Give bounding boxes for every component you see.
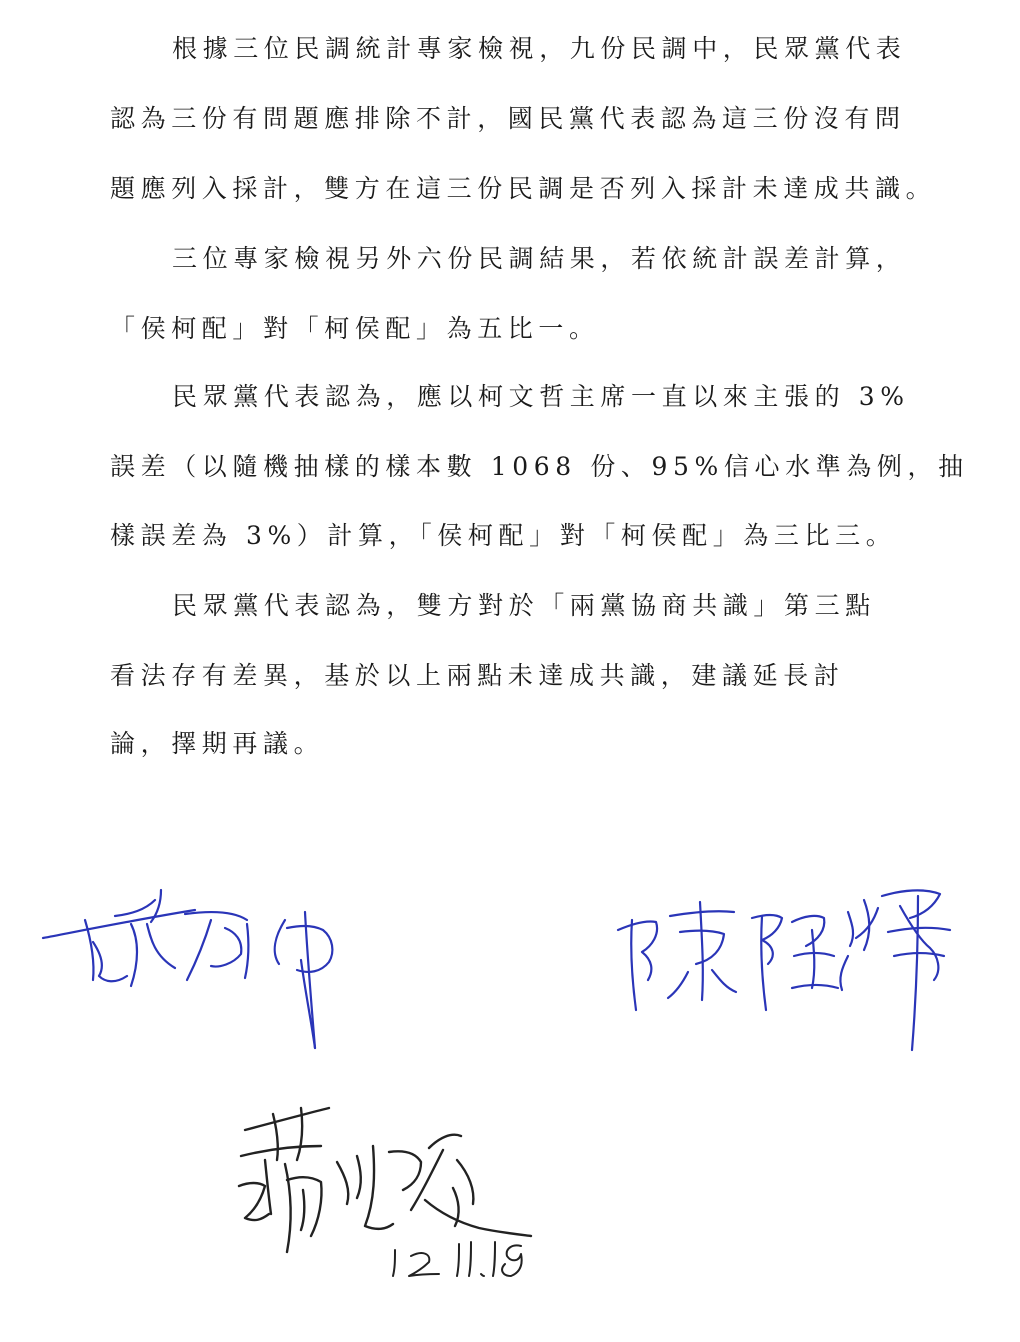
statement-line: 民眾黨代表認為，應以柯文哲主席一直以來主張的 3% [172, 382, 910, 411]
statement-line: 誤差（以隨機抽樣的樣本數 1068 份、95%信心水準為例，抽 [110, 452, 969, 481]
statement-line: 根據三位民調統計專家檢視，九份民調中，民眾黨代表 [172, 34, 907, 63]
signature-left [35, 880, 375, 1060]
statement-line: 三位專家檢視另外六份民調結果，若依統計誤差計算， [172, 244, 907, 273]
statement-line: 題應列入採計，雙方在這三份民調是否列入採計未達成共識。 [110, 174, 937, 203]
statement-line: 民眾黨代表認為，雙方對於「兩黨協商共識」第三點 [172, 591, 876, 620]
statement-line: 認為三份有問題應排除不計，國民黨代表認為這三份沒有問 [110, 104, 906, 133]
statement-line: 看法存有差異，基於以上兩點未達成共識，建議延長討 [110, 661, 845, 690]
signature-bottom [225, 1090, 555, 1280]
statement-line: 論，擇期再議。 [110, 729, 325, 758]
statement-line: 樣誤差為 3%）計算，「侯柯配」對「柯侯配」為三比三。 [110, 521, 897, 550]
signature-right [612, 860, 972, 1060]
statement-line: 「侯柯配」對「柯侯配」為五比一。 [110, 314, 600, 343]
